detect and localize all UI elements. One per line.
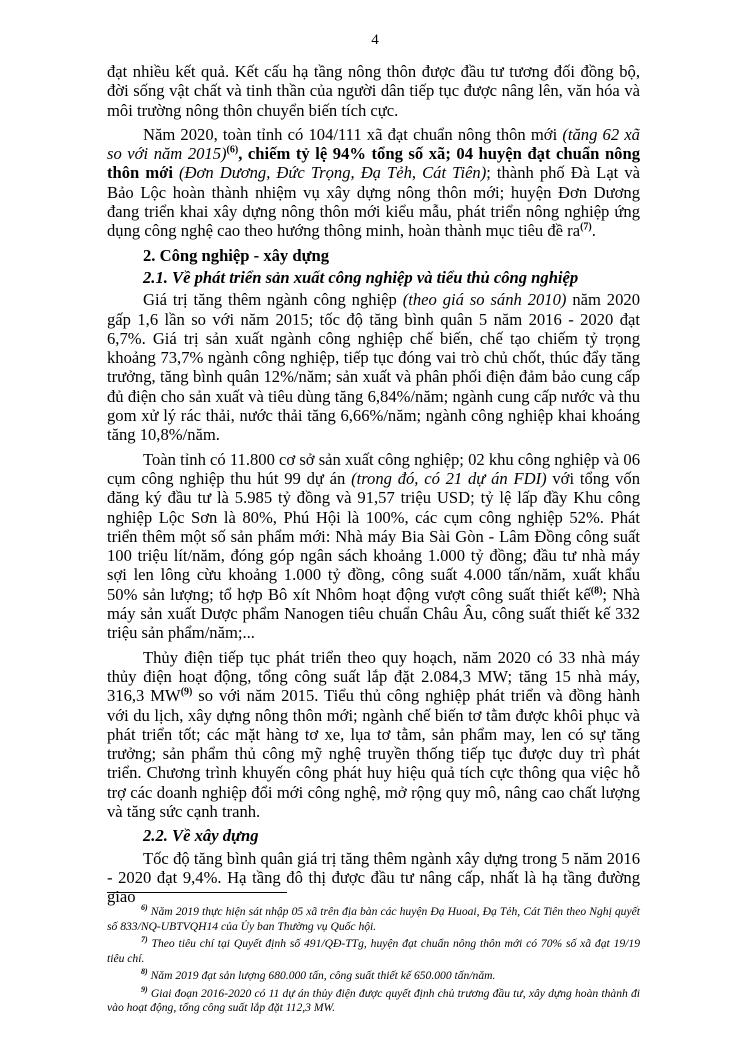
paragraph-construction: Tốc độ tăng bình quân giá trị tăng thêm ngành xây dựng trong 5 năm 2016 - 2020 đạt 9,4%. Hạ tầng đô thị được đầu tư nâng cấp, nhất là hạ tầng đường giao <box>107 848 640 907</box>
footnote-ref[interactable]: (7) <box>580 221 592 233</box>
footnote-9 <box>107 984 640 1016</box>
text-run-italic: (trong đó, có 21 dự án FDI) <box>351 468 547 488</box>
section-heading: 2. Công nghiệp - xây dựng <box>143 245 330 265</box>
footnote-mark: 9) <box>141 984 148 994</box>
text-run: Toàn tỉnh có 11.800 cơ sở sản xuất công nghiệp; 02 khu công nghiệp và 06 cụm công nghiệp thu hút 99 dự án <box>107 449 640 488</box>
paragraph-rural-results <box>107 125 640 241</box>
text-run: . <box>591 221 596 241</box>
subsection-heading: 2.1. Về phát triển sản xuất công nghiệp và tiểu thủ công nghiệp <box>143 267 579 287</box>
footnote-6 <box>107 905 640 934</box>
footnote-text: Theo tiêu chí tại Quyết định số 491/QĐ-TTg, huyện đạt chuẩn nông thôn mới có 70% số xã đạt 19/19 tiêu chí. <box>107 937 640 965</box>
paragraph-industry-value <box>107 290 640 444</box>
text-run-italic: (theo giá so sánh 2010) <box>402 290 567 310</box>
footnote-text: Năm 2019 thực hiện sát nhập 05 xã trên địa bàn các huyện Đạ Huoai, Đạ Tẻh, Cát Tiên theo Nghị quyết số 833/NQ-UBTVQH14 của Ủy ban Thường vụ Quốc hội. <box>107 905 640 933</box>
footnote-text: Năm 2019 đạt sản lượng 680.000 tấn, công suất thiết kế 650.000 tấn/năm. <box>147 969 496 982</box>
footnotes <box>107 905 640 1019</box>
text-run-italic: (tăng 62 xã so với năm 2015) <box>107 124 640 164</box>
text-run: so với năm 2015. Tiểu thủ công nghiệp phát triển và đồng hành với du lịch, xây dựng nông thôn mới; ngành chế biến tơ tằm được khôi phục và phát triển tốt; các mặt hàng tơ xe, lụa tơ tằm, sản phẩm may, len có sự tăng trưởng; sản phẩm thủ công mỹ nghệ truyền thống tiếp tục được duy trì phát triển. Chương trình khuyến công phát huy hiệu quả tích cực thông qua việc hỗ trợ các doanh nghiệp đổi mới công nghệ, mở rộng quy mô, nâng cao chất lượng và tăng sức cạnh tranh. <box>107 686 640 821</box>
footnote-7 <box>107 937 640 966</box>
footnote-mark: 7) <box>141 935 148 945</box>
footnote-text: Giai đoạn 2016-2020 có 11 dự án thủy điện được quyết định chủ trương đầu tư, xây dựng hoàn thành đi vào hoạt động, tổng công suất lắp đặt 112,3 MW. <box>107 986 640 1014</box>
footnote-ref[interactable]: (9) <box>180 686 193 698</box>
page-number: 4 <box>371 32 379 48</box>
body-text <box>107 62 640 911</box>
text-run: ; Nhà máy sản xuất Dược phẩm Nanogen tiêu chuẩn Châu Âu, công suất thiết kế 332 triệu sản phẩm/năm;... <box>107 584 640 643</box>
text-run: ; thành phố Đà Lạt và Bảo Lộc hoàn thành nhiệm vụ xây dựng nông thôn mới; huyện Đơn Dương đang triển khai xây dựng nông thôn mới kiểu mẫu, phát triển nông nghiệp ứng dụng công nghệ cao theo hướng thông minh, hoàn thành mục tiêu đề ra <box>107 163 641 241</box>
text-run: Giá trị tăng thêm ngành công nghiệp <box>143 290 403 310</box>
footnote-divider <box>107 892 287 893</box>
paragraph: đạt nhiều kết quả. Kết cấu hạ tầng nông thôn được đầu tư tương đối đồng bộ, đời sống vật chất và tinh thần của người dân tiếp tục được nâng lên, văn hóa và môi trường nông thôn chuyển biến tích cực. <box>107 62 640 120</box>
text-run: , chiếm tỷ lệ 94% tổng số xã; 04 huyện đạt chuẩn nông thôn mới <box>107 144 641 183</box>
text-run: Năm 2020, toàn tỉnh có 104/111 xã đạt chuẩn nông thôn mới <box>143 124 563 144</box>
text-run: năm 2020 gấp 1,6 lần so với năm 2015; tốc độ tăng bình quân 5 năm 2016 - 2020 đạt 6,7%. Giá trị sản xuất ngành công nghiệp chế biến, chế tạo chiếm tỷ trọng khoảng 73,7% ngành công nghiệp, tiếp tục đóng vai trò chủ chốt, thúc đẩy tăng trưởng, tăng bình quân 12%/năm; sản xuất và phân phối điện đảm bảo cung cấp đủ điện cho sản xuất và tiêu dùng tăng 6,84%/năm; ngành cung cấp nước và thu gom xử lý rác thải, nước thải tăng 6,66%/năm; ngành công nghiệp khai khoáng tăng 10,8%/năm. <box>107 290 640 445</box>
footnote-mark: 8) <box>141 967 148 977</box>
text-run-italic: (Đơn Dương, Đức Trọng, Đạ Tẻh, Cát Tiên) <box>179 163 487 183</box>
footnote-ref[interactable]: (6) <box>226 144 239 156</box>
footnote-mark: 6) <box>141 903 148 913</box>
paragraph-hydropower <box>107 648 640 822</box>
text-run: Thủy điện tiếp tục phát triển theo quy hoạch, năm 2020 có 33 nhà máy thủy điện hoạt động, tổng công suất lắp đặt 2.084,3 MW; tăng 15 nhà máy, 316,3 MW <box>107 647 640 706</box>
footnote-8 <box>107 969 640 984</box>
footnote-ref[interactable]: (8) <box>590 585 603 597</box>
subsection-heading: 2.2. Về xây dựng <box>143 826 259 846</box>
text-run: với tổng vốn đăng ký đầu tư là 5.985 tỷ đồng và 91,57 triệu USD; tỷ lệ lấp đầy Khu công nghiệp Lộc Sơn là 80%, Phú Hội là 100%, các cụm công nghiệp 52%. Phát triển thêm một số sản phẩm mới: Nhà máy Bia Sài Gòn - Lâm Đồng công suất 100 triệu lít/năm, đóng góp ngân sách khoảng 1.000 tỷ đồng; đầu tư nhà máy sợi len lông cừu khoảng 1.000 tỷ đồng, công suất 4.000 tấn/năm, xuất khẩu 50% sản lượng; tổ hợp Bô xít Nhôm hoạt động vượt công suất thiết kế <box>107 468 640 604</box>
paragraph-industrial-parks <box>107 450 640 643</box>
